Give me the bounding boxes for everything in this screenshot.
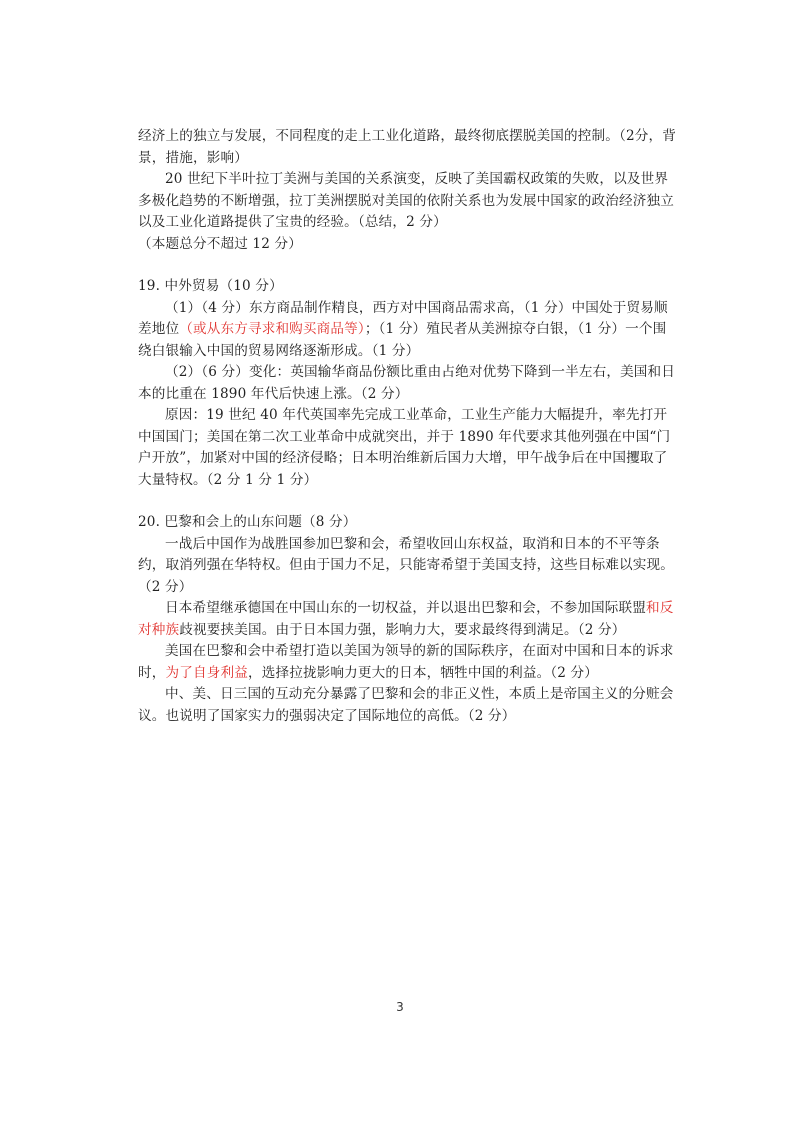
spacer xyxy=(138,255,678,276)
paragraph xyxy=(138,298,678,363)
paragraph: 经济上的独立与发展，不同程度的走上工业化道路，最终彻底摆脱美国的控制。（2分，背景，措施，影响） xyxy=(138,128,677,166)
text-run: （1）（4 分）东方商品制作精良，西方对中国商品需求高，（1 分）中国处于贸易顺差地位 xyxy=(138,299,668,337)
text-run: ；（1 分）殖民者从美洲掠夺白银，（1 分）一个围绕白银输入中国的贸易网络逐渐形成。（1 分） xyxy=(138,321,667,359)
spacer xyxy=(138,491,678,512)
paragraph: 原因：19 世纪 40 年代英国率先完成工业革命，工业生产能力大幅提升，率先打开中国国门；美国在第二次工业革命中成就突出，并于 1890 年代要求其他列强在中国“门户开放”，加紧对中国的经济侵略；日本明治维新后国力大增，甲午战争后在中国攫取了大量特权。（2 分 1 分 1 分） xyxy=(138,407,671,488)
highlighted-text: （或从东方寻求和购买商品等） xyxy=(179,321,365,337)
page-number: 3 xyxy=(396,1000,404,1014)
paragraph: 中、美、日三国的互动充分暴露了巴黎和会的非正义性，本质上是帝国主义的分赃会议。也说明了国家实力的强弱决定了国际地位的高低。（2 分） xyxy=(138,686,674,724)
text-run: 日本希望继承德国在中国山东的一切权益，并以退出巴黎和会，不参加国际联盟 xyxy=(165,600,647,616)
document-body xyxy=(138,126,678,727)
text-run: 美国在巴黎和会中希望打造以美国为领导的新的国际秩序，在面对中国和日本的诉求时， xyxy=(138,643,674,681)
section-title: 19. 中外贸易（10 分） xyxy=(138,278,283,294)
paragraph: 20 世纪下半叶拉丁美洲与美国的关系演变，反映了美国霸权政策的失败，以及世界多极化趋势的不断增强，拉丁美洲摆脱对美国的依附关系也为发展中国家的政治经济独立以及工业化道路提供了宝贵的经验。（总结，2 分） xyxy=(138,171,675,230)
highlighted-text: 为了自身利益 xyxy=(165,664,248,681)
section-title: 20. 巴黎和会上的山东问题（8 分） xyxy=(138,514,357,530)
paragraph xyxy=(138,598,678,641)
paragraph: 一战后中国作为战胜国参加巴黎和会，希望收回山东权益，取消和日本的不平等条约，取消列强在华特权。但由于国力不足，只能寄希望于美国支持，这些目标难以实现。（2 分） xyxy=(138,535,675,595)
paragraph xyxy=(138,641,678,684)
highlighted-text: 和反对种族 xyxy=(138,600,674,638)
paragraph: （2）（6 分）变化：英国输华商品份额比重由占绝对优势下降到一半左右，美国和日本的比重在 1890 年代后快速上涨。（2 分） xyxy=(138,364,676,402)
text-run: ，选择拉拢影响力更大的日本，牺牲中国的利益。（2 分） xyxy=(247,664,599,681)
score-note: （本题总分不超过 12 分） xyxy=(138,235,302,252)
text-run: 歧视要挟美国。由于日本国力强，影响力大，要求最终得到满足。（2 分） xyxy=(179,621,626,638)
